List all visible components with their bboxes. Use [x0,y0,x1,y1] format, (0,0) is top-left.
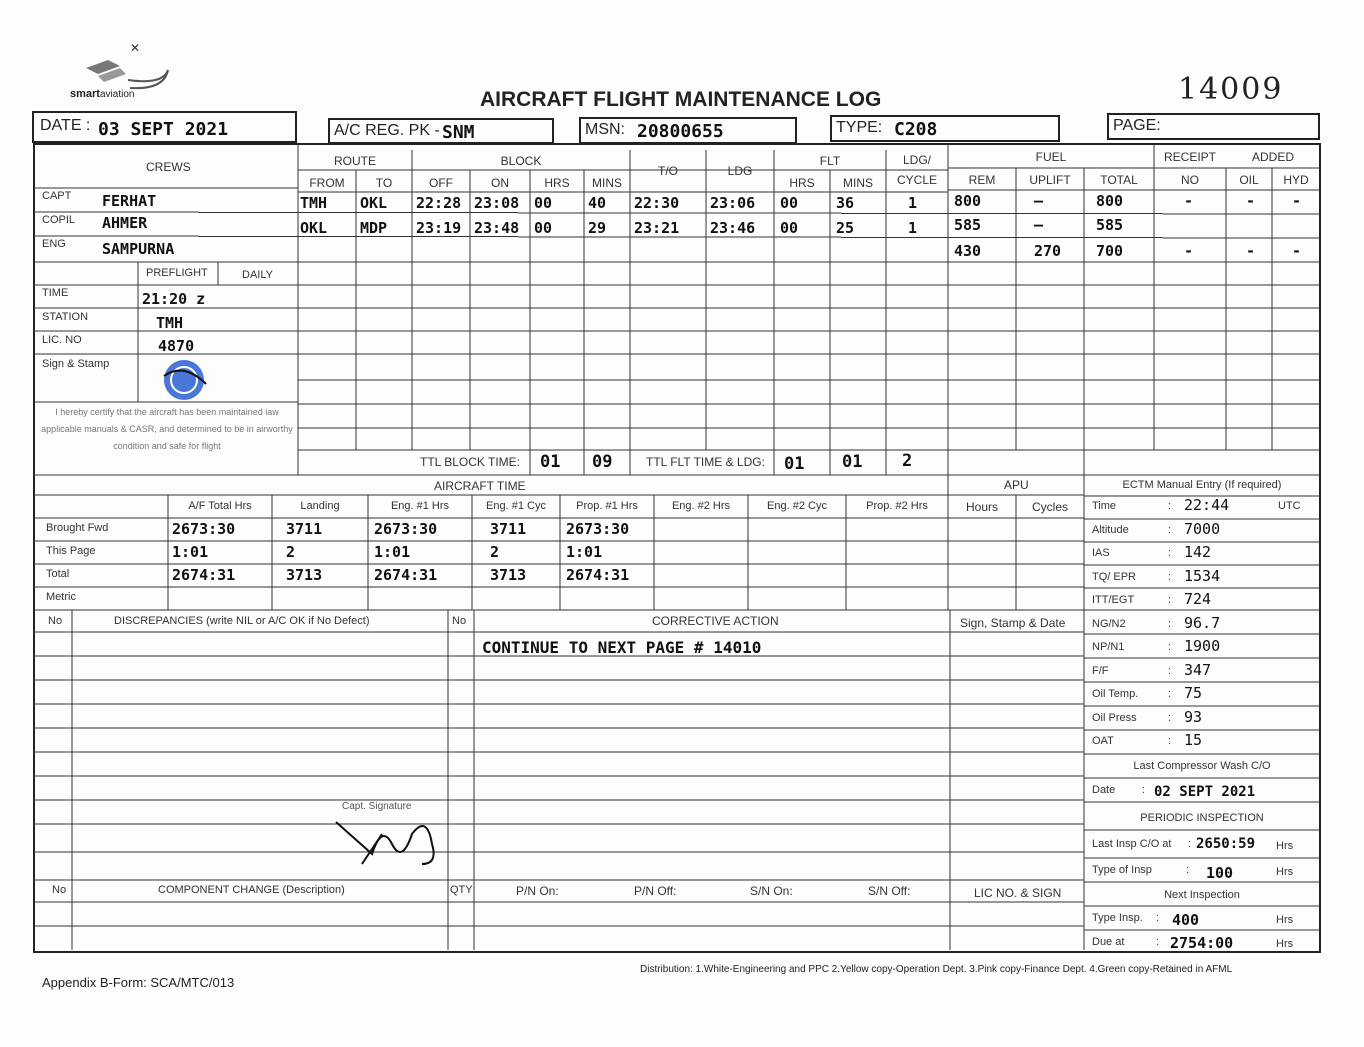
lic-value[interactable]: 4870 [158,337,195,355]
aircraft-time-value[interactable]: 2 [286,543,296,561]
due-hrs: Hrs [1276,938,1294,950]
last-insp-label: Last Insp C/O at [1092,838,1172,850]
ttl-block-mins[interactable]: 09 [592,452,613,472]
flight-cell-mins[interactable]: 40 [588,194,607,212]
receipt-header: RECEIPT [1163,150,1216,164]
aircraft-time-col: Eng. #2 Hrs [671,500,731,512]
ectm-label: Oil Temp. [1092,688,1139,700]
aircraft-time-col: A/F Total Hrs [188,500,252,512]
corrective-title: CORRECTIVE ACTION [652,614,779,628]
ectm-value[interactable]: 347 [1184,660,1212,679]
aircraft-time-col: Prop. #2 Hrs [866,500,928,512]
aircraft-time-value[interactable]: 3711 [286,520,323,538]
ectm-colon: : [1168,547,1172,559]
msn-value: 20800655 [637,121,724,142]
hyd-header: HYD [1283,173,1309,187]
flt-header: FLT [819,154,841,168]
ectm-colon: : [1168,664,1172,677]
cycle-header: CYCLE [896,173,937,187]
type-value: C208 [894,119,938,140]
flight-cell-fmins[interactable]: 36 [836,194,855,212]
aircraft-time-col: Eng. #2 Cyc [767,500,827,512]
ectm-colon: : [1168,735,1172,747]
station-value[interactable]: TMH [156,314,184,332]
fuel-cell-uplift[interactable]: — [1034,192,1044,210]
logo-brand: smart [70,88,100,100]
ectm-label: ITT/EGT [1092,594,1135,606]
fuel-cell-total[interactable]: 700 [1096,242,1124,260]
ectm-value[interactable]: 142 [1184,543,1212,561]
ectm-colon: : [1168,641,1172,653]
aircraft-time-value[interactable]: 2673:30 [374,520,438,538]
capt-label: CAPT [42,190,72,202]
route-header: ROUTE [334,154,376,168]
from-header: FROM [309,176,345,190]
off-header: OFF [429,176,453,190]
aircraft-time-value[interactable]: 1:01 [374,543,411,561]
sn-on: S/N On: [750,884,793,898]
ectm-label: IAS [1092,547,1110,559]
last-insp-hrs: Hrs [1276,840,1294,852]
to-header: T/O [658,164,678,178]
ectm-colon: : [1168,523,1172,536]
ectm-value[interactable]: 93 [1184,707,1203,726]
aircraft-time-col: Prop. #1 Hrs [576,500,638,512]
logo-brand2: aviation [99,89,135,100]
date-value: 03 SEPT 2021 [98,119,229,140]
disc-title: DISCREPANCIES (write NIL or A/C OK if No Defect) [114,615,370,627]
ttl-ldg[interactable]: 2 [902,451,913,471]
next-type-value[interactable]: 400 [1172,911,1200,929]
flight-cell-ldg[interactable]: 23:46 [710,219,756,237]
no-header: NO [1181,173,1199,187]
ectm-value[interactable]: 7000 [1184,519,1221,538]
ttl-flt-mins[interactable]: 01 [842,452,863,472]
fuel-cell-rem[interactable]: 800 [954,192,982,210]
disc-no-label: No [48,615,63,627]
uplift-header: UPLIFT [1029,173,1071,187]
ectm-value[interactable]: 15 [1184,731,1203,749]
aircraft-time-value[interactable]: 1:01 [566,543,603,561]
ldg-header: LDG [727,164,753,178]
station-label: STATION [42,311,89,323]
flight-cell-cycle[interactable]: 1 [908,194,918,212]
aircraft-time-value[interactable]: 3713 [286,566,323,584]
capt-sig-label: Capt. Signature [342,801,412,812]
capt-value[interactable]: FERHAT [102,192,157,210]
next-type-hrs: Hrs [1276,914,1294,926]
pn-on: P/N On: [516,884,559,898]
distribution-text: Distribution: 1.White-Engineering and PPC 2.Yellow copy-Operation Dept. 3.Pink copy-Finance Dept. 4.Green copy-Retained in AFML [640,964,1233,975]
flight-cell-from[interactable]: OKL [300,219,328,237]
total-header: TOTAL [1100,173,1138,187]
aircraft-time-value[interactable]: 2 [490,543,500,561]
daily-label: DAILY [242,269,273,281]
flight-cell-mins[interactable]: 29 [588,219,607,237]
flight-cell-cycle[interactable]: 1 [908,219,918,237]
sn-off: S/N Off: [868,884,911,898]
ectm-value[interactable]: 1534 [1184,566,1221,585]
ectm-colon: : [1168,617,1172,630]
last-insp-value[interactable]: 2650:59 [1196,836,1256,852]
form-number: 14009 [1178,72,1284,107]
ectm-colon: : [1168,570,1172,583]
fuel-cell-receipt[interactable]: - [1184,192,1194,210]
ectm-value[interactable]: 75 [1184,684,1203,702]
reg-value: SNM [442,122,475,143]
fuel-cell-rem[interactable]: 430 [954,242,982,260]
oil-header: OIL [1239,173,1259,187]
next-title: Next Inspection [1164,889,1240,901]
rem-header: REM [968,173,996,187]
aircraft-time-row-label: Metric [46,591,76,603]
copil-label: COPIL [42,214,76,226]
flight-cell-from[interactable]: TMH [300,194,328,212]
flight-cell-fhrs[interactable]: 00 [780,194,799,212]
sign-label: Sign & Stamp [42,358,110,370]
appendix-label: Appendix B-Form: SCA/MTC/013 [42,975,235,990]
ectm-value[interactable]: 22:44 [1184,496,1230,514]
page-title: AIRCRAFT FLIGHT MAINTENANCE LOG [480,88,882,111]
flight-cell-on[interactable]: 23:08 [474,194,520,212]
date-label: DATE : [40,117,91,134]
aircraft-time-value[interactable]: 2674:31 [172,566,236,584]
aircraft-time-value[interactable]: 2674:31 [566,566,630,584]
ectm-label: Time [1092,500,1117,512]
block-mins-header: MINS [592,176,622,190]
ectm-colon: : [1168,594,1172,606]
copil-value[interactable]: AHMER [102,214,148,232]
aircraft-time-value[interactable]: 2674:31 [374,566,438,584]
fuel-cell-hyd[interactable]: - [1292,192,1302,210]
msn-label: MSN: [585,121,625,138]
aircraft-time-col: Landing [300,500,340,512]
flight-cell-to[interactable]: OKL [360,194,388,212]
flight-cell-hrs[interactable]: 00 [534,219,553,237]
compressor-date[interactable]: 02 SEPT 2021 [1154,784,1256,800]
compressor-title: Last Compressor Wash C/O [1133,760,1271,772]
ttl-block-label: TTL BLOCK TIME: [420,455,521,469]
fuel-cell-rem[interactable]: 585 [954,216,982,234]
svg-text:✕: ✕ [130,41,141,55]
due-value[interactable]: 2754:00 [1170,934,1234,952]
due-label: Due at [1092,936,1125,948]
apu-hours: Hours [965,500,998,514]
ectm-label: TQ/ EPR [1092,570,1137,583]
fuel-cell-oil[interactable]: - [1246,192,1256,210]
fuel-cell-hyd[interactable]: - [1292,242,1302,260]
aircraft-time-col: Eng. #1 Hrs [390,500,450,512]
flight-cell-fmins[interactable]: 25 [836,219,855,237]
aircraft-time-value[interactable]: 2673:30 [566,520,630,538]
comp-qty: QTY [450,884,473,896]
block-header: BLOCK [500,154,542,168]
next-type-label: Type Insp. [1092,912,1143,924]
to-route-header: TO [375,176,393,190]
lic-sign: LIC NO. & SIGN [974,886,1062,900]
added-header: ADDED [1251,150,1294,164]
ttl-block-hrs[interactable]: 01 [540,452,561,472]
pn-off: P/N Off: [634,884,677,898]
aircraft-time-value[interactable]: 3713 [490,566,527,584]
ldg-cycle-header: LDG/ [902,153,931,167]
ectm-value[interactable]: 96.7 [1184,613,1221,632]
comp-title: COMPONENT CHANGE (Description) [158,884,345,896]
flight-cell-on[interactable]: 23:48 [474,219,520,237]
corrective-text[interactable]: CONTINUE TO NEXT PAGE # 14010 [482,638,762,657]
flight-cell-off[interactable]: 23:19 [416,219,462,237]
fuel-cell-uplift[interactable]: 270 [1034,242,1062,260]
crews-title: CREWS [146,160,191,174]
type-insp-hrs: Hrs [1276,866,1294,878]
flight-cell-t_o[interactable]: 23:21 [634,219,680,237]
apu-cycles: Cycles [1031,500,1068,514]
reg-label: A/C REG. PK - [334,122,440,139]
flt-hrs-header: HRS [789,176,815,190]
comp-no-label: No [52,884,67,896]
ectm-label: Oil Press [1092,711,1137,724]
fuel-cell-receipt[interactable]: - [1184,242,1194,260]
aircraft-time-row-label: This Page [46,545,96,557]
page-label: PAGE: [1113,117,1161,134]
fuel-cell-total[interactable]: 585 [1096,216,1124,234]
time-label: TIME [42,287,69,299]
ectm-label: F/F [1092,664,1109,677]
eng-value[interactable]: SAMPURNA [102,240,175,258]
ectm-value[interactable]: 1900 [1184,637,1221,655]
fuel-cell-uplift[interactable]: — [1034,216,1044,234]
on-header: ON [491,176,509,190]
flight-cell-t_o[interactable]: 22:30 [634,194,680,212]
aircraft-time-row-label: Brought Fwd [46,522,109,534]
ectm-colon: : [1168,688,1172,700]
aircraft-time-col: Eng. #1 Cyc [486,500,546,512]
type-insp-value[interactable]: 100 [1206,864,1234,882]
fuel-cell-oil[interactable]: - [1246,242,1256,260]
aircraft-time-title: AIRCRAFT TIME [434,479,526,493]
preflight-label: PREFLIGHT [146,267,208,279]
sign-stamp-title: Sign, Stamp & Date [960,616,1066,630]
compressor-date-label: Date [1092,784,1116,796]
apu-title: APU [1004,478,1029,492]
certify-text: I hereby certify that the aircraft has been maintained iaw applicable manuals & CASR, and determined to be in airworthy condition and safe for flight [41,407,293,451]
captain-signature-icon [332,814,452,878]
ttl-flt-label: TTL FLT TIME & LDG: [646,455,765,469]
flight-cell-to[interactable]: MDP [360,219,388,237]
eng-label: ENG [42,238,66,250]
flight-cell-off[interactable]: 22:28 [416,194,462,212]
fuel-cell-total[interactable]: 800 [1096,192,1124,210]
ectm-colon: : [1168,500,1172,512]
aircraft-time-row-label: Total [46,568,70,580]
ectm-label: NP/N1 [1092,641,1125,653]
ectm-label: OAT [1092,735,1114,747]
flight-cell-hrs[interactable]: 00 [534,194,553,212]
ectm-title: ECTM Manual Entry (If required) [1122,479,1282,491]
fuel-header: FUEL [1035,150,1067,164]
ectm-label: Altitude [1092,523,1129,536]
stamp-icon [150,358,216,402]
corr-no-label: No [452,615,467,627]
ttl-flt-hrs[interactable]: 01 [784,454,805,474]
ectm-value[interactable]: 724 [1184,590,1212,608]
aircraft-time-value[interactable]: 1:01 [172,543,209,561]
flight-cell-fhrs[interactable]: 00 [780,219,799,237]
block-hrs-header: HRS [544,176,570,190]
flt-mins-header: MINS [843,176,873,190]
lic-label: LIC. NO [42,334,82,346]
type-insp-label: Type of Insp [1092,864,1152,876]
aircraft-time-value[interactable]: 2673:30 [172,520,236,538]
periodic-title: PERIODIC INSPECTION [1140,812,1264,824]
type-label: TYPE: [836,119,883,136]
ectm-unit: UTC [1278,500,1301,512]
ectm-label: NG/N2 [1092,617,1126,630]
ectm-colon: : [1168,711,1172,724]
aircraft-time-value[interactable]: 3711 [490,520,527,538]
flight-cell-ldg[interactable]: 23:06 [710,194,756,212]
time-value[interactable]: 21:20 z [142,290,206,308]
